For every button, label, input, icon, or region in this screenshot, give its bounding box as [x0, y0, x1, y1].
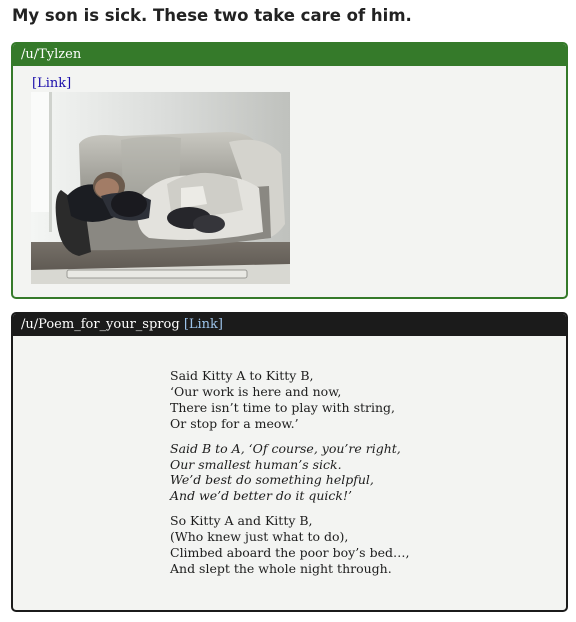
image-link[interactable]: [Link]	[32, 76, 72, 91]
poem-line: And slept the whole night through.	[170, 560, 392, 576]
page-title: My son is sick. These two take care of him.	[12, 6, 412, 25]
comment-author[interactable]: /u/Poem_for_your_sprog	[21, 317, 180, 332]
comment-card-tylzen	[11, 42, 568, 299]
comment-card-poem	[11, 312, 568, 612]
poem-text	[170, 368, 470, 586]
comment-link[interactable]: [Link]	[183, 317, 223, 332]
poem-stanza-1	[170, 368, 470, 432]
comment-header	[13, 314, 566, 336]
sick-boy-photo[interactable]	[31, 92, 290, 284]
poem-line: Or stop for a meow.’	[170, 415, 299, 431]
poem-line: And we’d better do it quick!’	[170, 488, 353, 504]
poem-stanza-3	[170, 513, 470, 577]
poem-line: Climbed aboard the poor boy’s bed…,	[170, 545, 410, 561]
poem-line: We’d best do something helpful,	[170, 472, 374, 488]
poem-line: Said B to A, ‘Of course, you’re right,	[170, 440, 401, 456]
poem-line: So Kitty A and Kitty B,	[170, 513, 313, 529]
poem-line: (Who knew just what to do),	[170, 529, 349, 545]
poem-line: Our smallest human’s sick.	[170, 456, 342, 472]
poem-line: Said Kitty A to Kitty B,	[170, 368, 314, 383]
poem-line: ‘Our work is here and now,	[170, 383, 342, 399]
poem-stanza-2	[170, 441, 470, 505]
poem-line: There isn’t time to play with string,	[170, 399, 395, 415]
comment-header	[13, 44, 566, 66]
comment-author[interactable]: /u/Tylzen	[21, 47, 82, 62]
